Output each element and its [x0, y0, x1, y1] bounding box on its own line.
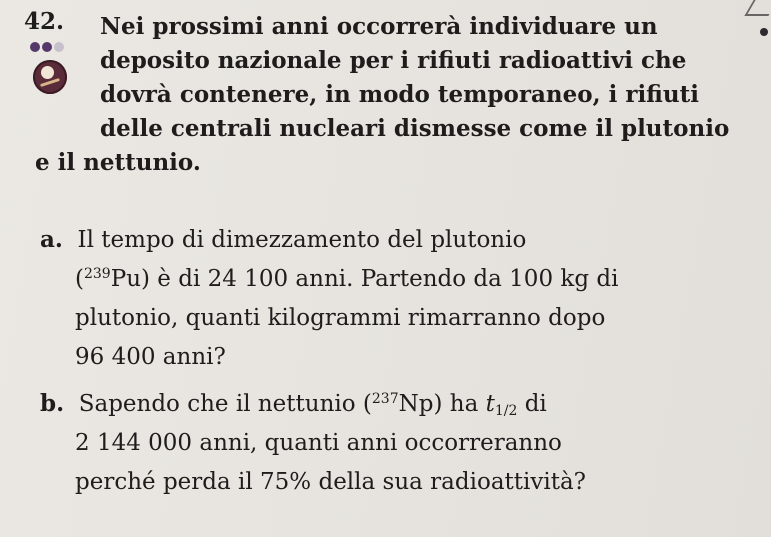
badge-icon-stroke: [40, 78, 60, 87]
gear-lightbulb-icon: [33, 60, 67, 94]
part-a-text: è di 24 100 anni. Partendo da 100 kg di: [150, 266, 619, 292]
part-a-paren-open: (: [75, 266, 84, 292]
part-b-isotope-symbol: Np: [398, 391, 434, 417]
part-a-isotope-symbol: Pu: [110, 266, 142, 292]
part-b-line-2: 2 144 000 anni, quanti anni occorreranno: [75, 430, 562, 456]
intro-line: delle centrali nucleari dismesse come il plutonio: [100, 115, 730, 142]
part-a-line-3: plutonio, quanti kilogrammi rimarranno dopo: [75, 305, 606, 331]
part-a-line-2: [75, 260, 618, 299]
part-b-halflife-symbol: t: [485, 391, 495, 417]
intro-line: dovrà contenere, in modo temporaneo, i rifiuti: [100, 81, 699, 108]
part-b-label: b.: [40, 390, 65, 417]
part-a-text: Il tempo di dimezzamento del plutonio: [77, 227, 527, 253]
part-b-text: Sapendo che il nettunio (: [78, 391, 372, 417]
part-a-line-4: 96 400 anni?: [75, 344, 226, 370]
difficulty-indicator: [30, 42, 64, 52]
part-b-text: di: [517, 391, 547, 417]
intro-line: e il nettunio.: [35, 149, 201, 176]
part-a-line-1: [40, 220, 618, 260]
part-b: [40, 384, 586, 502]
part-b-isotope-mass: 237: [371, 391, 399, 407]
part-a: [40, 220, 618, 377]
part-b-line-3: perché perda il 75% della sua radioattività?: [75, 469, 587, 495]
difficulty-dot-filled-icon: [42, 42, 52, 52]
part-b-line-1: [40, 384, 586, 424]
part-a-isotope-mass: 239: [83, 266, 111, 282]
part-b-halflife-sub: 1/2: [494, 403, 518, 419]
part-a-paren-close: ): [141, 266, 150, 292]
problem-number: 42.: [24, 8, 65, 35]
difficulty-dot-empty-icon: [54, 42, 64, 52]
intro-line: Nei prossimi anni occorrerà individuare un: [100, 13, 658, 40]
part-a-label: a.: [40, 226, 63, 253]
intro-line: deposito nazionale per i rifiuti radioattivi che: [100, 47, 687, 74]
part-b-text: ) ha: [433, 391, 486, 417]
difficulty-dot-filled-icon: [30, 42, 40, 52]
badge-icon-inner: [41, 66, 54, 79]
page-corner-dot: [760, 28, 768, 36]
